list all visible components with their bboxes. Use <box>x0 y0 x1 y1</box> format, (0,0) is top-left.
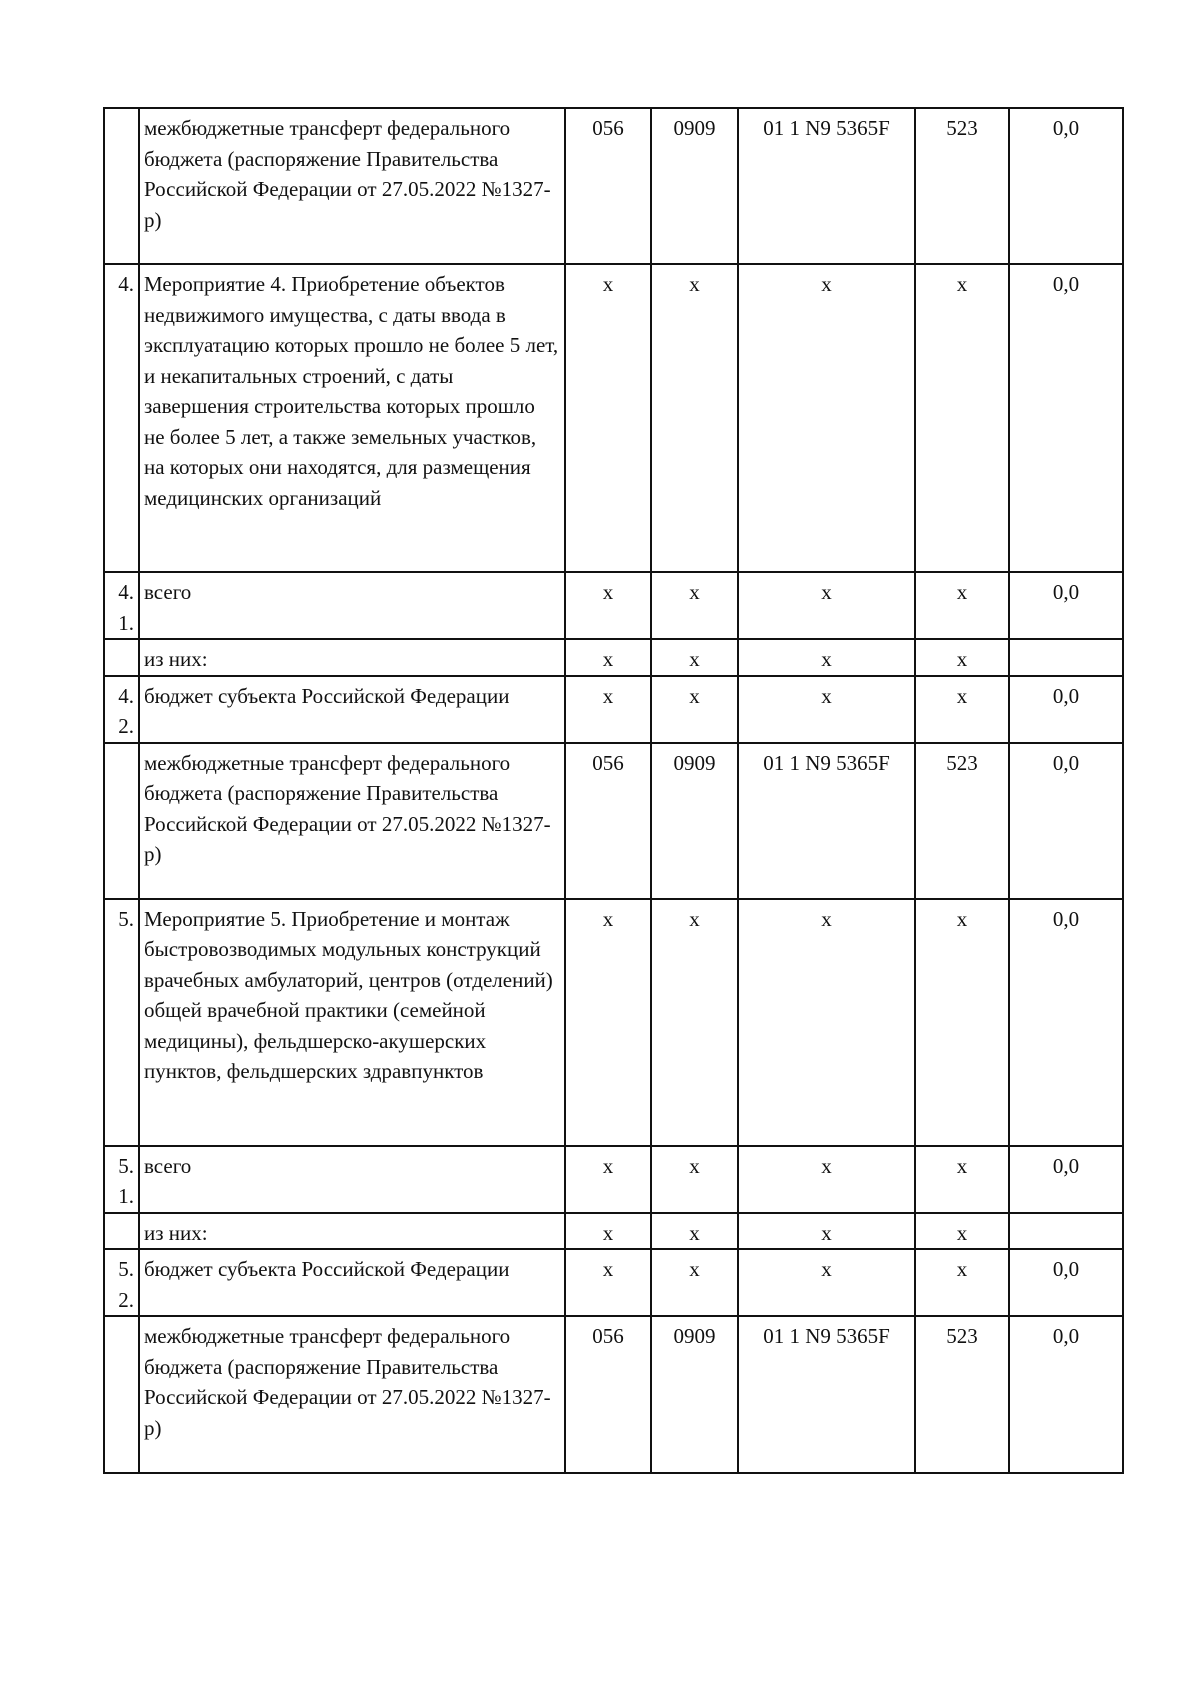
rzpr-code: 0909 <box>651 108 738 264</box>
grbs-code: х <box>565 639 651 676</box>
csr-code: 01 1 N9 5365F <box>738 1316 915 1473</box>
amount <box>1009 639 1123 676</box>
table-row <box>104 639 1123 676</box>
row-number <box>104 1213 139 1250</box>
csr-code: 01 1 N9 5365F <box>738 108 915 264</box>
row-number: 4. 2. <box>104 676 139 743</box>
grbs-code: х <box>565 1146 651 1213</box>
row-number <box>104 743 139 899</box>
rzpr-code: х <box>651 899 738 1146</box>
row-name: из них: <box>139 1213 565 1250</box>
row-number <box>104 639 139 676</box>
csr-code: х <box>738 1249 915 1316</box>
row-name: межбюджетные трансферт федерального бюджета (распоряжение Правительства Российской Федерации от 27.05.2022 №1327-р) <box>139 743 565 899</box>
amount: 0,0 <box>1009 108 1123 264</box>
vr-code: 523 <box>915 108 1009 264</box>
rzpr-code: 0909 <box>651 743 738 899</box>
table-row <box>104 1249 1123 1316</box>
table-row <box>104 1316 1123 1473</box>
row-name: бюджет субъекта Российской Федерации <box>139 1249 565 1316</box>
rzpr-code: 0909 <box>651 1316 738 1473</box>
grbs-code: х <box>565 572 651 639</box>
row-number <box>104 1316 139 1473</box>
amount: 0,0 <box>1009 676 1123 743</box>
budget-table <box>103 107 1124 1474</box>
rzpr-code: х <box>651 639 738 676</box>
row-number <box>104 108 139 264</box>
rzpr-code: х <box>651 264 738 572</box>
row-name: всего <box>139 1146 565 1213</box>
table-row <box>104 1146 1123 1213</box>
row-name: Мероприятие 5. Приобретение и монтаж быстровозводимых модульных конструкций врачебных амбулаторий, центров (отделений) общей врачебной практики (семейной медицины), фельдшерско-акушерских пунктов, фельдшерских здравпунктов <box>139 899 565 1146</box>
vr-code: х <box>915 899 1009 1146</box>
csr-code: х <box>738 1213 915 1250</box>
rzpr-code: х <box>651 572 738 639</box>
amount: 0,0 <box>1009 1146 1123 1213</box>
grbs-code: 056 <box>565 743 651 899</box>
row-number: 4. 1. <box>104 572 139 639</box>
row-name: Мероприятие 4. Приобретение объектов недвижимого имущества, с даты ввода в эксплуатацию которых прошло не более 5 лет, и некапитальных строений, с даты завершения строительства которых прошло не более 5 лет, а также земельных участков, на которых они находятся, для размещения медицинских организаций <box>139 264 565 572</box>
vr-code: 523 <box>915 1316 1009 1473</box>
row-number: 4. <box>104 264 139 572</box>
table-row <box>104 899 1123 1146</box>
csr-code: х <box>738 264 915 572</box>
csr-code: х <box>738 676 915 743</box>
row-name: бюджет субъекта Российской Федерации <box>139 676 565 743</box>
csr-code: х <box>738 572 915 639</box>
table-row <box>104 264 1123 572</box>
vr-code: х <box>915 264 1009 572</box>
rzpr-code: х <box>651 1249 738 1316</box>
grbs-code: х <box>565 1249 651 1316</box>
row-name: межбюджетные трансферт федерального бюджета (распоряжение Правительства Российской Федерации от 27.05.2022 №1327-р) <box>139 108 565 264</box>
amount <box>1009 1213 1123 1250</box>
vr-code: х <box>915 639 1009 676</box>
amount: 0,0 <box>1009 264 1123 572</box>
csr-code: 01 1 N9 5365F <box>738 743 915 899</box>
row-name: всего <box>139 572 565 639</box>
table-row <box>104 108 1123 264</box>
table-row <box>104 743 1123 899</box>
grbs-code: х <box>565 264 651 572</box>
csr-code: х <box>738 639 915 676</box>
table-row <box>104 1213 1123 1250</box>
csr-code: х <box>738 899 915 1146</box>
row-name: межбюджетные трансферт федерального бюджета (распоряжение Правительства Российской Федерации от 27.05.2022 №1327-р) <box>139 1316 565 1473</box>
rzpr-code: х <box>651 676 738 743</box>
row-number: 5. 2. <box>104 1249 139 1316</box>
amount: 0,0 <box>1009 1249 1123 1316</box>
grbs-code: х <box>565 899 651 1146</box>
vr-code: х <box>915 572 1009 639</box>
vr-code: х <box>915 676 1009 743</box>
amount: 0,0 <box>1009 743 1123 899</box>
rzpr-code: х <box>651 1213 738 1250</box>
csr-code: х <box>738 1146 915 1213</box>
amount: 0,0 <box>1009 572 1123 639</box>
row-name: из них: <box>139 639 565 676</box>
rzpr-code: х <box>651 1146 738 1213</box>
vr-code: х <box>915 1213 1009 1250</box>
amount: 0,0 <box>1009 899 1123 1146</box>
vr-code: 523 <box>915 743 1009 899</box>
table-row <box>104 676 1123 743</box>
grbs-code: х <box>565 1213 651 1250</box>
row-number: 5. <box>104 899 139 1146</box>
grbs-code: 056 <box>565 108 651 264</box>
vr-code: х <box>915 1249 1009 1316</box>
row-number: 5. 1. <box>104 1146 139 1213</box>
vr-code: х <box>915 1146 1009 1213</box>
grbs-code: х <box>565 676 651 743</box>
table-row <box>104 572 1123 639</box>
grbs-code: 056 <box>565 1316 651 1473</box>
amount: 0,0 <box>1009 1316 1123 1473</box>
